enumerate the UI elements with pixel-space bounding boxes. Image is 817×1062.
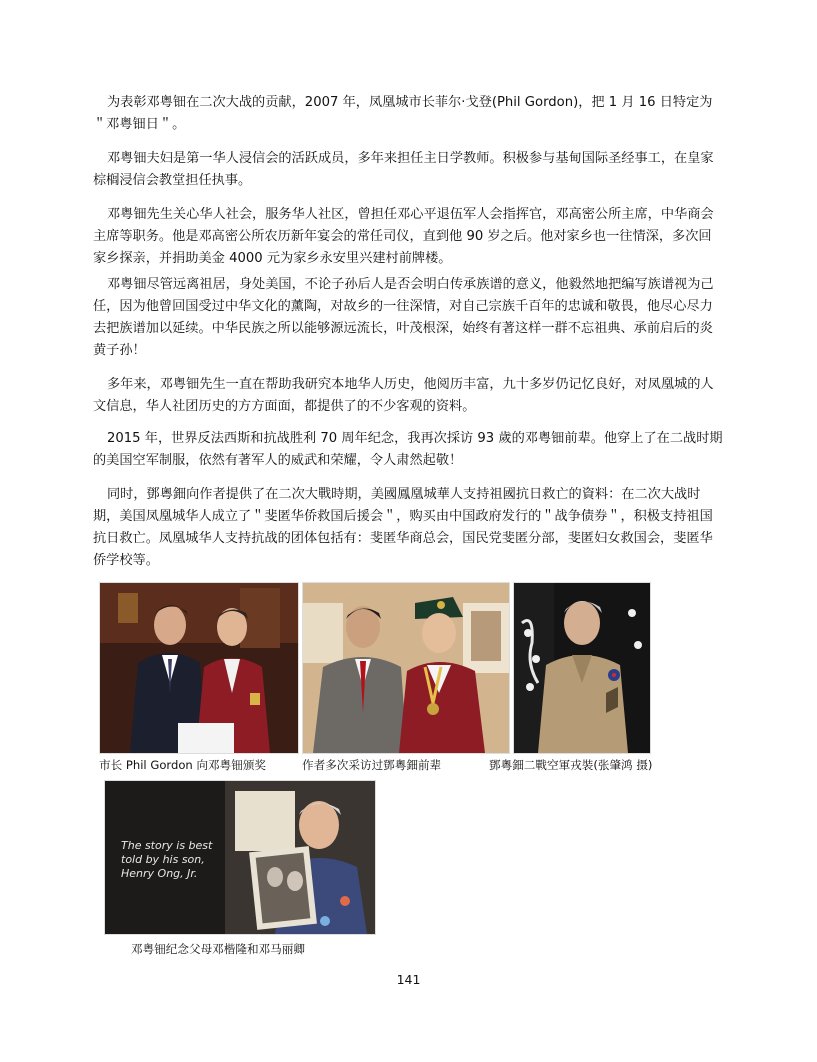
- paragraph-1: 为表彰邓粤钿在二次大战的贡献，2007 年，凤凰城市长菲尔·戈登(Phil Gordon)，把 1 月 16 日特定为＂邓粤钿日＂。: [93, 95, 713, 132]
- overlay-line-3: Henry Ong, Jr.: [121, 867, 198, 880]
- caption-photo-2: 作者多次采访过鄧粵鈿前辈: [302, 758, 442, 772]
- photo-veteran-uniform: [513, 582, 651, 754]
- photo-mayor-award: [99, 582, 299, 754]
- paragraph-3: 邓粤钿先生关心华人社会，服务华人社区，曾担任邓心平退伍军人会指挥官，邓高密公所主席，中华商会主席等职务。他是邓高密公所农历新年宴会的常任司仪，直到他 90 岁之后。他对家乡也一往情深，多次回家乡探亲，并捐助美金 4000 元为家乡永安里兴建村前牌楼。: [93, 207, 714, 266]
- page-number: 141: [396, 972, 421, 987]
- paragraph-2: 邓粤钿夫妇是第一华人浸信会的活跃成员，多年来担任主日学教师。积极参与基甸国际圣经事工，在皇家棕榈浸信会教堂担任执事。: [93, 151, 714, 188]
- paragraph-4: 邓粤钿尽管远离祖居，身处美国，不论子孙后人是否会明白传承族谱的意义，他毅然地把编写族谱视为己任，因为他曾回国受过中华文化的薰陶，对故乡的一往深情，对自己宗族千百年的忠诚和敬畏，他尽心尽力去把族谱加以延续。中华民族之所以能够源远流长，叶茂根深，始终有著这样一群不忘祖典、承前启后的炎黄子孙！: [93, 277, 714, 358]
- paragraph-7: 同时，鄧粵鈿向作者提供了在二次大戰時期，美國鳳凰城華人支持祖國抗日救亡的資料：在二次大战时期，美国凤凰城华人成立了＂斐匿华侨救国后援会＂，购买由中国政府发行的＂战争债券＂，积极支持祖国抗日救亡。凤凰城华人支持抗战的团体包括有：斐匿华商总会，国民党斐匿分部，斐匿妇女救国会，斐匿华侨学校等。: [93, 487, 713, 568]
- photo-memorial-parents: [104, 780, 376, 935]
- caption-photo-4: 邓粤钿纪念父母邓楷隆和邓马丽卿: [131, 942, 305, 956]
- photo-author-interview: [302, 582, 510, 754]
- overlay-line-2: told by his son,: [121, 853, 205, 866]
- caption-photo-3: 鄧粵鈿二戰空軍戎裝(张肇鸿 摄): [489, 758, 653, 772]
- caption-photo-1: 市长 Phil Gordon 向邓粤钿颁奖: [99, 758, 267, 772]
- overlay-line-1: The story is best: [121, 839, 213, 852]
- paragraph-6: 2015 年，世界反法西斯和抗战胜利 70 周年纪念，我再次採访 93 歲的邓粤钿前辈。他穿上了在二战时期的美国空军制服，依然有著军人的威武和荣耀，令人肃然起敬！: [93, 431, 723, 468]
- paragraph-5: 多年来，邓粤钿先生一直在帮助我研究本地华人历史，他阅历丰富，九十多岁仍记忆良好，对凤凰城的人文信息，华人社团历史的方方面面，都提供了的不少客观的资料。: [93, 377, 714, 414]
